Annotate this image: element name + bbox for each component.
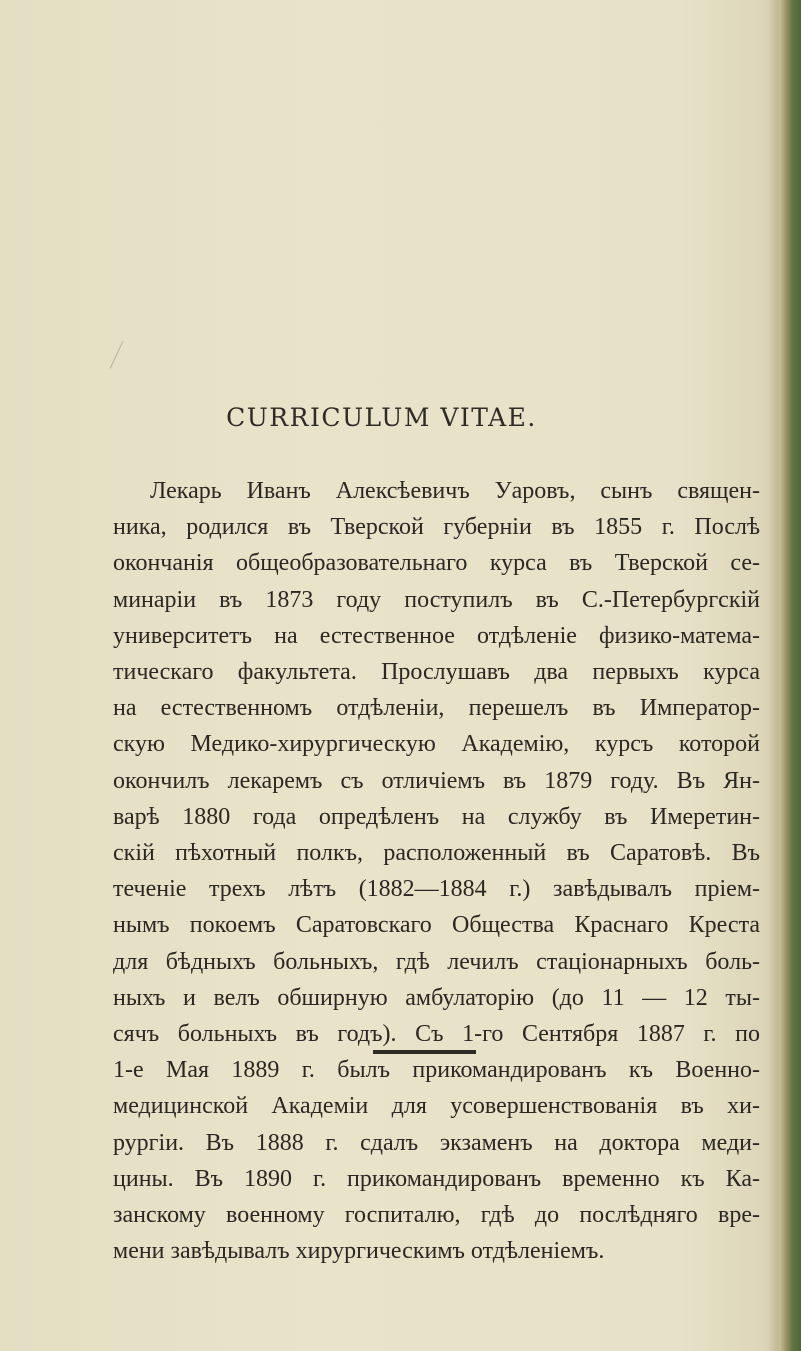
text-line: медицинской Академіи для усовершенствованія въ хи- [113,1093,760,1120]
text-line: скій пѣхотный полкъ, расположенный въ Саратовѣ. Въ [113,840,760,867]
text-line: мени завѣдывалъ хирургическимъ отдѣленіемъ. [113,1238,605,1265]
end-rule [373,1050,476,1054]
text-line: на естественномъ отдѣленіи, перешелъ въ Император- [113,695,760,722]
text-line: университетъ на естественное отдѣленіе физико-матема- [113,622,760,649]
text-line: сячъ больныхъ въ годъ). Съ 1-го Сентября 1887 г. по [113,1021,760,1048]
text-line: тическаго факультета. Прослушавъ два первыхъ курса [113,659,760,686]
text-line: рургіи. Въ 1888 г. сдалъ экзаменъ на доктора меди- [113,1129,760,1156]
text-line: теченіе трехъ лѣтъ (1882—1884 г.) завѣдывалъ пріем- [113,876,760,903]
text-line: ника, родился въ Тверской губерніи въ 1855 г. Послѣ [113,514,760,541]
body-text [113,473,760,1269]
text-line: цины. Въ 1890 г. прикомандированъ временно къ Ка- [113,1165,760,1192]
text-line: скую Медико-хирургическую Академію, курсъ которой [113,731,760,758]
text-line: Лекарь Иванъ Алексѣевичъ Уаровъ, сынъ священ- [150,478,760,504]
text-line: окончилъ лекаремъ съ отличіемъ въ 1879 году. Въ Ян- [113,767,760,794]
page-edge-shadow [767,0,779,1351]
book-edge [779,0,801,1351]
text-line: 1-е Мая 1889 г. былъ прикомандированъ къ Военно- [113,1057,760,1084]
text-line: для бѣдныхъ больныхъ, гдѣ лечилъ стаціонарныхъ боль- [113,948,760,975]
text-line: ныхъ и велъ обширную амбулаторію (до 11 — 12 ты- [113,984,760,1011]
page-title: CURRICULUM VITAE. [226,403,537,432]
text-line: нымъ покоемъ Саратовскаго Общества Краснаго Креста [113,912,760,939]
text-line: минаріи въ 1873 году поступилъ въ С.-Петербургскій [113,586,760,613]
text-line: занскому военному госпиталю, гдѣ до послѣдняго вре- [113,1202,760,1229]
text-line: окончанія общеобразовательнаго курса въ Тверской се- [113,550,760,577]
text-line: варѣ 1880 года опредѣленъ на службу въ Имеретин- [113,803,760,830]
